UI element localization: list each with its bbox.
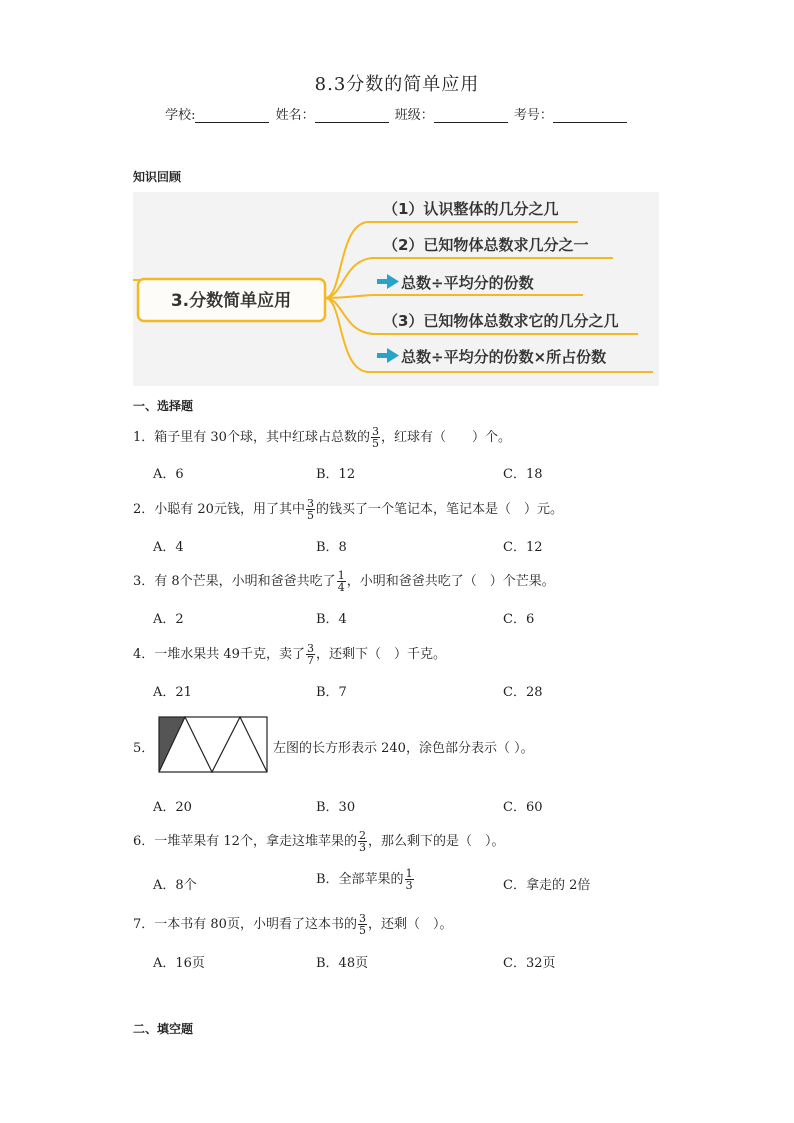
q6-option-a: A．8个 (153, 878, 197, 893)
school-blank (195, 108, 269, 123)
mindmap-branch-5: 总数÷平均分的份数×所占份数 (401, 348, 607, 366)
q4-option-c: C．28 (503, 685, 543, 700)
mindmap-branch-3: 总数÷平均分的份数 (401, 274, 534, 292)
q2-option-c: C．12 (503, 540, 543, 555)
fraction: $\frac{2}{3}$ (358, 829, 366, 854)
question-7: 7．一本书有 80页，小明看了这本书的 $\frac{3}{5}$ ，还剩（ ）。 (133, 912, 453, 937)
fraction: $\frac{3}{5}$ (371, 425, 379, 450)
q1-option-a: A．6 (153, 467, 184, 482)
question-2: 2．小聪有 20元钱，用了其中 $\frac{3}{5}$ 的钱买了一个笔记本，笔记本是（ ）元。 (133, 497, 563, 522)
knowledge-mindmap (133, 192, 659, 386)
q4-option-a: A．21 (153, 685, 192, 700)
student-info-line (0, 104, 794, 123)
q7-option-c: C．32页 (503, 956, 556, 971)
q6-option-c: C．拿走的 2倍 (503, 878, 591, 893)
q3-option-c: C．6 (503, 612, 535, 627)
name-label: 姓名： (275, 108, 315, 123)
fraction: $\frac{3}{5}$ (358, 912, 366, 937)
q2-option-b: B．8 (316, 540, 347, 555)
name-blank (315, 108, 389, 123)
q7-option-a: A．16页 (153, 956, 205, 971)
fraction: $\frac{1}{3}$ (405, 867, 413, 892)
q5-option-b: B．30 (316, 800, 356, 815)
question-3: 3．有 8个芒果，小明和爸爸共吃了 $\frac{1}{4}$ ，小明和爸爸共吃了（ ）个芒果。 (133, 569, 555, 594)
fraction: $\frac{3}{7}$ (306, 642, 314, 667)
fraction: $\frac{1}{4}$ (337, 569, 345, 594)
mindmap-branch-1: （1）认识整体的几分之几 (383, 200, 559, 218)
q1-option-b: B．12 (316, 467, 356, 482)
q5-option-a: A．20 (153, 800, 192, 815)
question-5-number: 5． (133, 741, 155, 756)
page-title: 8.3分数的简单应用 (314, 74, 480, 95)
question-5-text: 左图的长方形表示 240，涂色部分表示（ ）。 (273, 741, 534, 756)
q4-option-b: B．7 (316, 685, 347, 700)
section-choice-heading: 一、选择题 (133, 399, 194, 413)
q7-option-b: B．48页 (316, 956, 369, 971)
q3-option-b: B．4 (316, 612, 347, 627)
question-1: 1．箱子里有 30个球，其中红球占总数的 $\frac{3}{5}$ ，红球有（ ）个。 (133, 425, 511, 450)
number-blank (553, 108, 627, 123)
mindmap-branch-4: （3）已知物体总数求它的几分之几 (383, 312, 619, 330)
section-fill-heading: 二、填空题 (133, 1022, 194, 1036)
q6-option-b: B．全部苹果的 $\frac{1}{3}$ (316, 867, 413, 892)
class-label: 班级： (394, 108, 434, 123)
question-4: 4．一堆水果共 49千克，卖了 $\frac{3}{7}$ ，还剩下（ ）千克。 (133, 642, 446, 667)
mindmap-branch-2: （2）已知物体总数求几分之一 (383, 236, 589, 254)
class-blank (434, 108, 508, 123)
q2-option-a: A．4 (153, 540, 184, 555)
review-heading: 知识回顾 (133, 170, 182, 184)
q5-option-c: C．60 (503, 800, 543, 815)
q1-option-c: C．18 (503, 467, 543, 482)
fraction: $\frac{3}{5}$ (306, 497, 314, 522)
rectangle-triangle-figure (158, 716, 268, 773)
number-label: 考号： (513, 108, 553, 123)
q3-option-a: A．2 (153, 612, 184, 627)
mindmap-root: 3.分数简单应用 (170, 291, 292, 311)
question-6: 6．一堆苹果有 12个，拿走这堆苹果的 $\frac{2}{3}$ ，那么剩下的是（ ）。 (133, 829, 505, 854)
school-label: 学校: (165, 108, 196, 123)
